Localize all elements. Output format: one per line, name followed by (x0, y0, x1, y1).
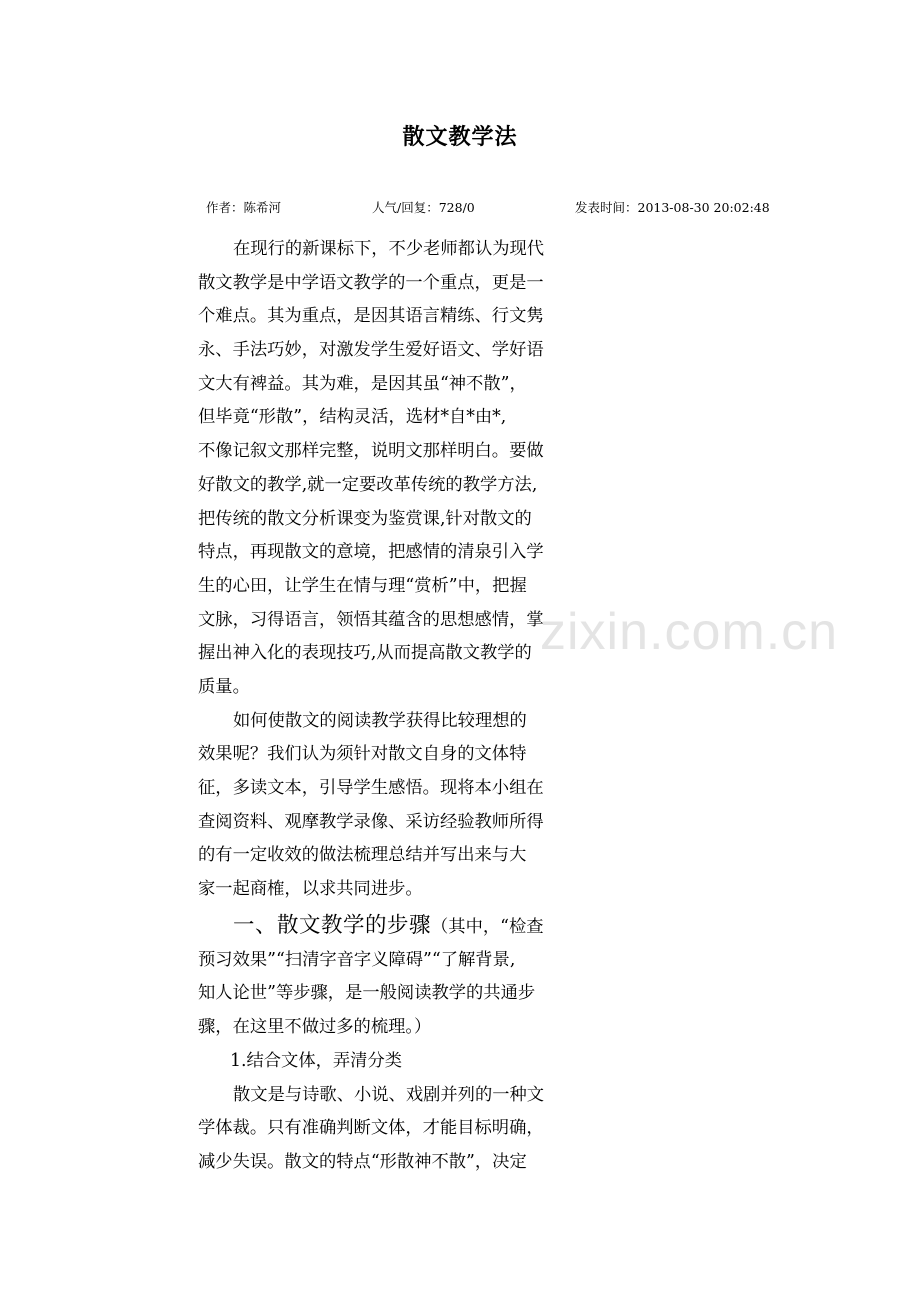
text-line: 骤，在这里不做过多的梳理。） (198, 1017, 432, 1038)
paragraph-2 (198, 705, 566, 907)
text-line: 生的心田，让学生在情与理“赏析”中，把握 (198, 575, 527, 596)
text-line: 但毕竟“形散”，结构灵活，选材*自*由*, (198, 407, 507, 428)
text-line: 预习效果”“扫清字音字义障碍”“了解背景, (198, 949, 516, 970)
text-line: 征，多读文本，引导学生感悟。现将本小组在 (198, 778, 544, 798)
text-line: 效果呢？我们认为须针对散文自身的文体特 (198, 744, 527, 765)
text-line: 家一起商榷，以求共同进步。 (198, 879, 423, 900)
text-line: 永、手法巧妙，对激发学生爱好语文、学好语 (198, 340, 544, 361)
text-line: 好散文的教学,就一定要改革传统的教学方法, (198, 474, 538, 495)
text-line: 文大有裨益。其为难，是因其虽“神不散”， (198, 373, 527, 394)
section-1 (198, 908, 566, 1045)
subsection-heading: 1.结合文体，弄清分类 (230, 1050, 403, 1071)
paragraph-1 (198, 233, 566, 705)
text-line: 的有一定收效的做法梳理总结并写出来与大 (198, 845, 527, 866)
hits-replies-meta: 人气/回复：728/0 (372, 200, 475, 215)
article-body (198, 233, 566, 1180)
text-line: 如何使散文的阅读教学获得比较理想的 (233, 710, 527, 731)
text-line: 减少失误。散文的特点“形散神不散”，决定 (198, 1151, 527, 1172)
text-line: 散文是与诗歌、小说、戏剧并列的一种文 (233, 1084, 545, 1105)
text-line: 学体裁。只有准确判断文体，才能目标明确， (198, 1118, 544, 1139)
author-meta: 作者：陈希河 (206, 200, 282, 215)
text-line: 查阅资料、观摩教学录像、采访经验教师所得 (198, 811, 544, 832)
text-line: 质量。 (198, 676, 250, 697)
text-line: 不像记叙文那样完整，说明文那样明白。要做 (198, 441, 544, 462)
text-line: 握出神入化的表现技巧,从而提高散文教学的 (198, 643, 532, 664)
section-note: （其中，“检查 (431, 916, 544, 937)
text-line: 把传统的散文分析课变为鉴赏课,针对散文的 (198, 508, 532, 529)
paragraph-3 (198, 1079, 566, 1180)
publish-time-meta: 发表时间：2013-08-30 20:02:48 (575, 200, 770, 215)
document-title: 散文教学法 (402, 124, 518, 150)
watermark: zixin.com.cn (540, 603, 839, 661)
text-line: 文脉，习得语言，领悟其蕴含的思想感情，掌 (198, 609, 544, 630)
text-line: 知人论世”等步骤，是一般阅读教学的共通步 (198, 983, 536, 1004)
section-heading-line (198, 908, 566, 944)
text-line: 个难点。其为重点，是因其语言精练、行文隽 (198, 306, 544, 327)
text-line: 散文教学是中学语文教学的一个重点，更是一 (198, 272, 544, 293)
text-line: 在现行的新课标下，不少老师都认为现代 (233, 239, 545, 259)
section-heading: 一、散文教学的步骤 (233, 912, 432, 938)
text-line: 特点，再现散文的意境，把感情的清泉引入学 (198, 542, 544, 563)
